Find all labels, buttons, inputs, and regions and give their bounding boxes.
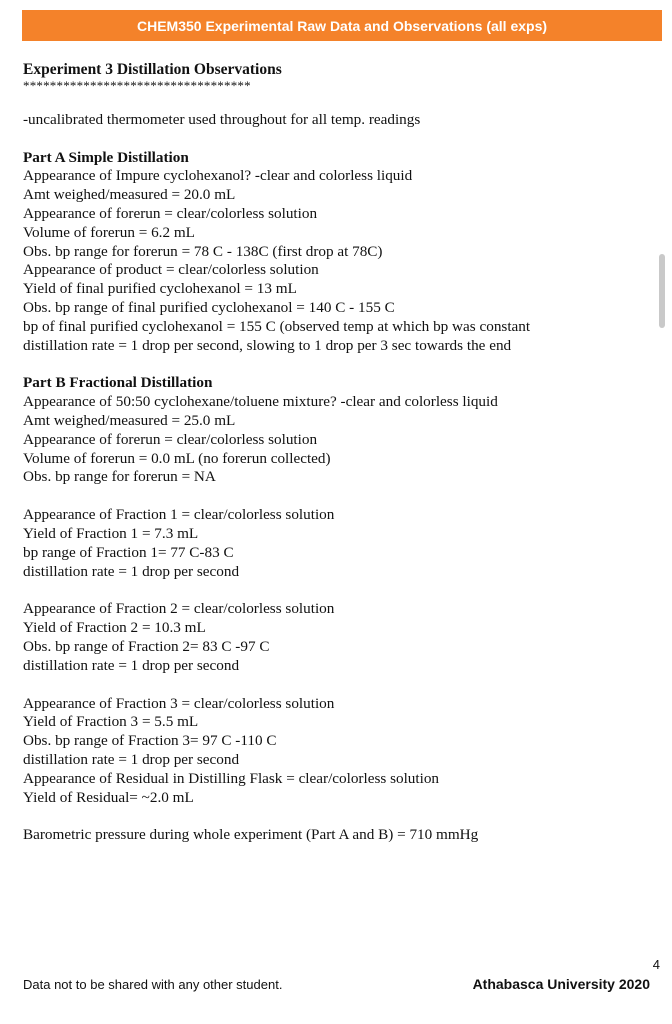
fraction-2-line: Obs. bp range of Fraction 2= 83 C -97 C — [23, 637, 270, 655]
part-b-line: Appearance of 50:50 cyclohexane/toluene mixture? -clear and colorless liquid — [23, 393, 498, 411]
fraction-2-line: Appearance of Fraction 2 = clear/colorless solution — [23, 600, 335, 618]
part-b-heading: Part B Fractional Distillation — [23, 374, 213, 392]
fraction-2-line: distillation rate = 1 drop per second — [23, 656, 240, 674]
header-title: CHEM350 Experimental Raw Data and Observations (all exps) — [136, 17, 548, 34]
part-a-line: bp of final purified cyclohexanol = 155 C (observed temp at which bp was constant — [23, 317, 531, 335]
part-b-line: Obs. bp range for forerun = NA — [23, 468, 216, 486]
fraction-3-line: Appearance of Residual in Distilling Flask = clear/colorless solution — [23, 769, 440, 787]
header-bar — [22, 10, 662, 41]
fraction-1-line: Yield of Fraction 1 = 7.3 mL — [23, 524, 199, 542]
footer-institution: Athabasca University 2020 — [472, 976, 650, 992]
page-number: 4 — [652, 957, 660, 972]
part-a-line: Yield of final purified cyclohexanol = 13 mL — [23, 280, 297, 298]
barometric-pressure: Barometric pressure during whole experiment (Part A and B) = 710 mmHg — [23, 826, 479, 844]
fraction-2-line: Yield of Fraction 2 = 10.3 mL — [23, 619, 206, 637]
vertical-scrollbar[interactable] — [659, 254, 665, 328]
part-b-line: Amt weighed/measured = 25.0 mL — [23, 411, 236, 429]
fraction-1-line: distillation rate = 1 drop per second — [23, 562, 240, 580]
part-a-line: Amt weighed/measured = 20.0 mL — [23, 186, 236, 204]
part-a-line: distillation rate = 1 drop per second, slowing to 1 drop per 3 sec towards the end — [23, 336, 512, 354]
part-a-line: Obs. bp range for forerun = 78 C - 138C (first drop at 78C) — [23, 242, 383, 260]
fraction-3-line: Obs. bp range of Fraction 3= 97 C -110 C — [23, 732, 277, 750]
part-a-line: Appearance of product = clear/colorless solution — [23, 261, 319, 279]
title-underline-stars: ********************************** — [23, 77, 251, 93]
thermometer-note: -uncalibrated thermometer used throughout for all temp. readings — [23, 110, 421, 128]
fraction-3-line: Yield of Fraction 3 = 5.5 mL — [23, 713, 199, 731]
part-a-line: Obs. bp range of final purified cyclohexanol = 140 C - 155 C — [23, 298, 395, 316]
document-title: Experiment 3 Distillation Observations — [23, 61, 282, 78]
part-a-line: Appearance of forerun = clear/colorless solution — [23, 204, 318, 222]
fraction-2-block — [23, 600, 643, 675]
part-b-line: Appearance of forerun = clear/colorless solution — [23, 430, 318, 448]
footer-notice: Data not to be shared with any other student. — [23, 977, 283, 992]
fraction-3-block — [23, 695, 643, 808]
fraction-3-line: Appearance of Fraction 3 = clear/colorless solution — [23, 694, 335, 712]
part-b-lines — [23, 393, 643, 487]
part-a-lines — [23, 167, 643, 355]
fraction-3-line: Yield of Residual= ~2.0 mL — [23, 788, 194, 806]
part-a-heading: Part A Simple Distillation — [23, 148, 189, 166]
fraction-3-line: distillation rate = 1 drop per second — [23, 750, 240, 768]
document-body — [23, 61, 643, 845]
part-a-line: Appearance of Impure cyclohexanol? -clear and colorless liquid — [23, 167, 413, 185]
fraction-1-line: Appearance of Fraction 1 = clear/colorless solution — [23, 506, 335, 524]
fraction-1-line: bp range of Fraction 1= 77 C-83 C — [23, 543, 234, 561]
part-a-line: Volume of forerun = 6.2 mL — [23, 223, 195, 241]
part-b-line: Volume of forerun = 0.0 mL (no forerun collected) — [23, 449, 331, 467]
fraction-1-block — [23, 506, 643, 581]
